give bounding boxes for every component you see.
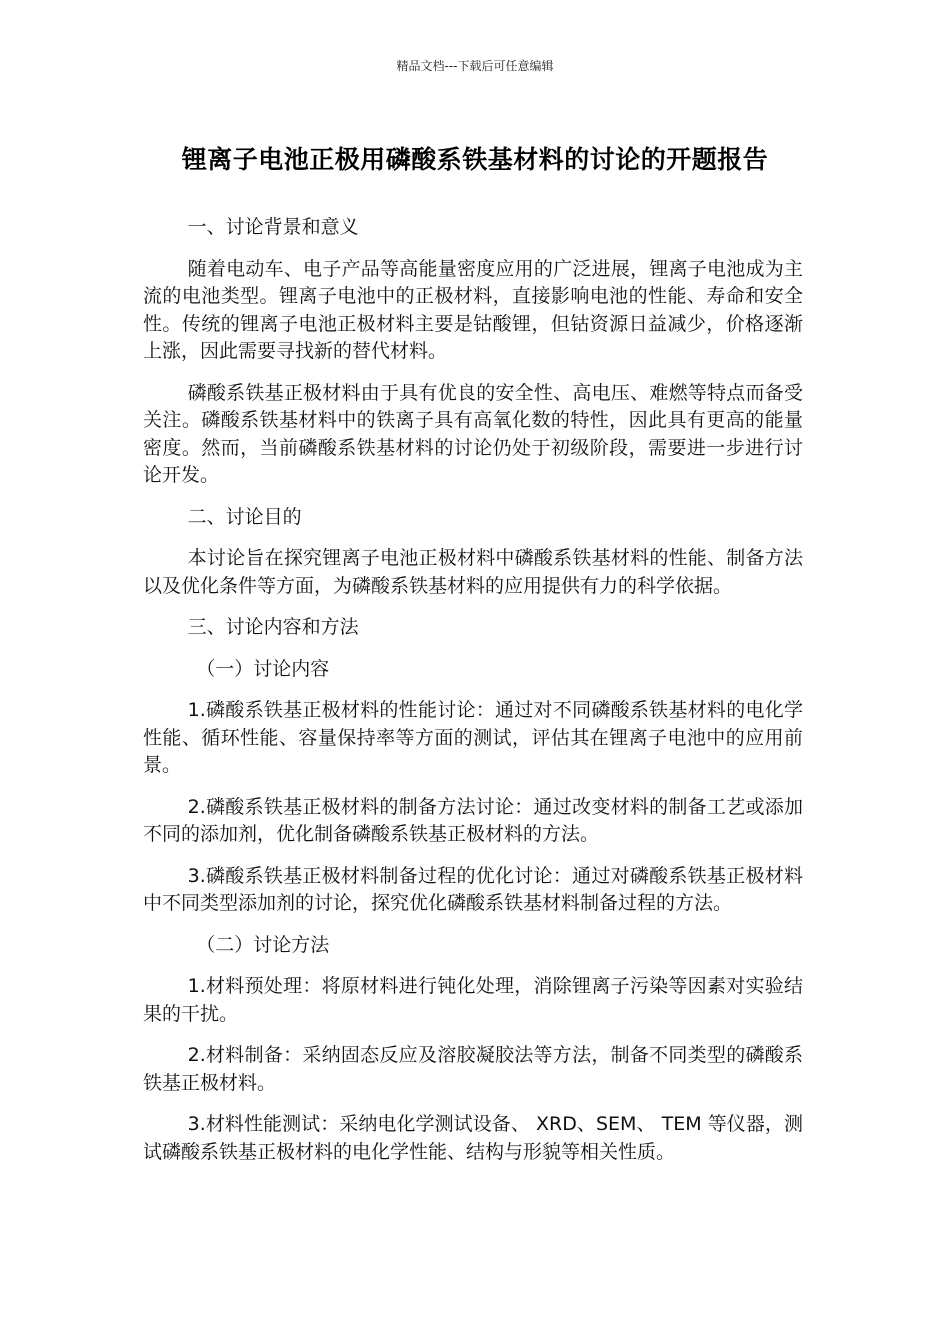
header-note: 精品文档---下载后可任意编辑 (396, 59, 554, 73)
document-title: 锂离子电池正极用磷酸系铁基材料的讨论的开题报告 (181, 145, 769, 174)
method-item-1: 1.材料预处理：将原材料进行钝化处理，消除锂离子污染等因素对实验结果的干扰。 (143, 975, 803, 1025)
paragraph-background-1: 随着电动车、电子产品等高能量密度应用的广泛进展，锂离子电池成为主流的电池类型。锂离子电池中的正极材料，直接影响电池的性能、寿命和安全性。传统的锂离子电池正极材料主要是钴酸锂，但钴资源日益减少，价格逐渐上涨，因此需要寻找新的替代材料。 (143, 257, 803, 362)
method-item-2: 2.材料制备：采纳固态反应及溶胶凝胶法等方法，制备不同类型的磷酸系铁基正极材料。 (143, 1044, 803, 1094)
section-heading-background: 一、讨论背景和意义 (187, 216, 359, 238)
method-item-3: 3.材料性能测试：采纳电化学测试设备、 XRD、SEM、 TEM 等仪器，测试磷酸系铁基正极材料的电化学性能、结构与形貌等相关性质。 (143, 1113, 803, 1163)
section-heading-content-methods: 三、讨论内容和方法 (187, 616, 359, 638)
document-body (143, 214, 803, 1180)
section-heading-purpose: 二、讨论目的 (187, 505, 302, 528)
paragraph-purpose: 本讨论旨在探究锂离子电池正极材料中磷酸系铁基材料的性能、制备方法以及优化条件等方面，为磷酸系铁基材料的应用提供有力的科学依据。 (143, 547, 803, 597)
paragraph-background-2: 磷酸系铁基正极材料由于具有优良的安全性、高电压、难燃等特点而备受关注。磷酸系铁基材料中的铁离子具有高氧化数的特性，因此具有更高的能量密度。然而，当前磷酸系铁基材料的讨论仍处于初级阶段，需要进一步进行讨论开发。 (143, 381, 803, 486)
content-item-3: 3.磷酸系铁基正极材料制备过程的优化讨论：通过对磷酸系铁基正极材料中不同类型添加剂的讨论，探究优化磷酸系铁基材料制备过程的方法。 (143, 864, 803, 914)
subheading-methods: （二）讨论方法 (196, 933, 330, 956)
content-item-1: 1.磷酸系铁基正极材料的性能讨论：通过对不同磷酸系铁基材料的电化学性能、循环性能、容量保持率等方面的测试，评估其在锂离子电池中的应用前景。 (143, 699, 803, 776)
subheading-content: （一）讨论内容 (196, 657, 330, 680)
content-item-2: 2.磷酸系铁基正极材料的制备方法讨论：通过改变材料的制备工艺或添加不同的添加剂，优化制备磷酸系铁基正极材料的方法。 (143, 795, 803, 845)
